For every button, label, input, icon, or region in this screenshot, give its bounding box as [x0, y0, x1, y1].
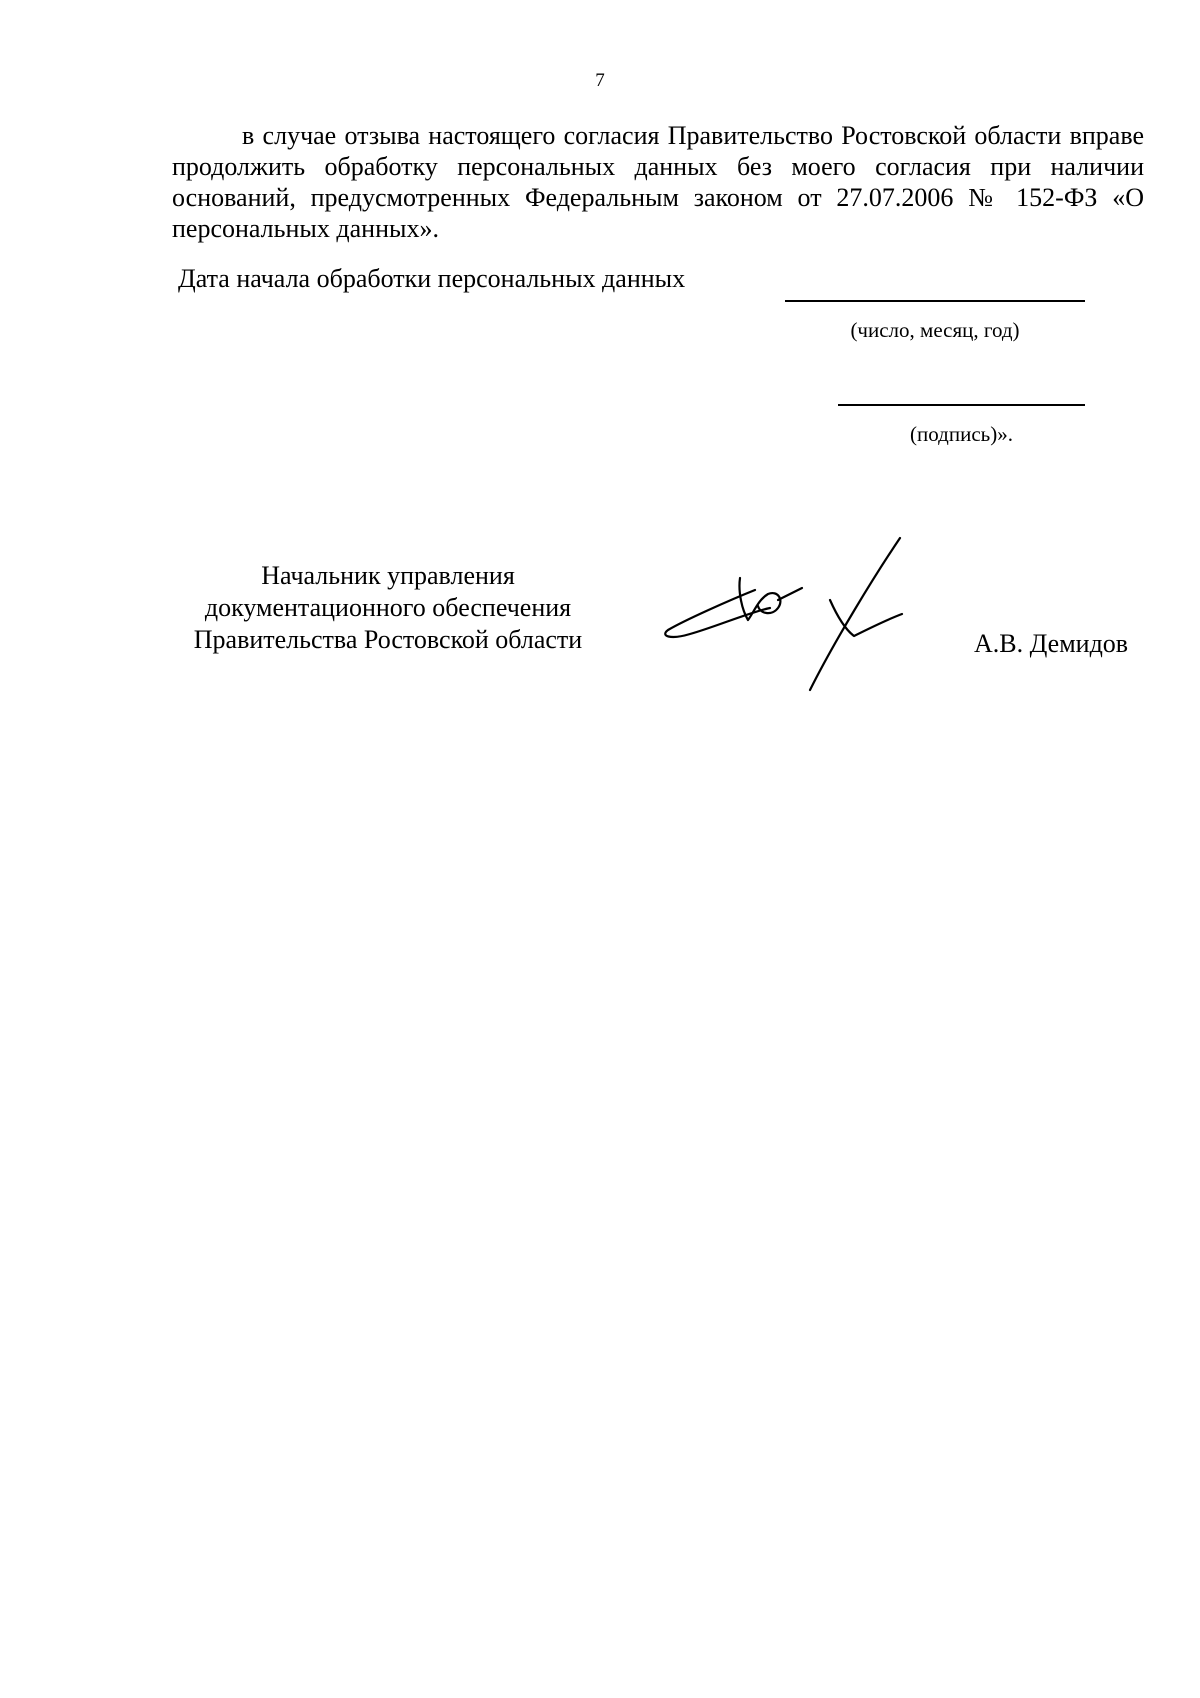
position-line-1: Начальник управления: [261, 561, 515, 590]
position-line-2: документационного обеспечения: [204, 593, 572, 622]
signer-name: А.В. Демидов: [974, 629, 1129, 658]
date-underline: [785, 300, 1085, 302]
signature-caption: (подпись)».: [910, 422, 1013, 446]
date-label: Дата начала обработки персональных данных: [178, 264, 686, 293]
handwritten-signature: [660, 530, 960, 700]
signatory-position: [168, 560, 608, 656]
date-caption: (число, месяц, год): [850, 318, 1020, 342]
page-number: 7: [595, 70, 605, 91]
body-paragraph: в случае отзыва настоящего согласия Правительство Ростовской области вправе продолжить обработку персональных данных без моего согласия при наличии оснований, предусмотренных Федеральным законом от 27.07.2006 № 152-ФЗ «О персональных данных».: [172, 121, 1144, 243]
signature-underline: [838, 404, 1085, 406]
position-line-3: Правительства Ростовской области: [193, 625, 583, 654]
